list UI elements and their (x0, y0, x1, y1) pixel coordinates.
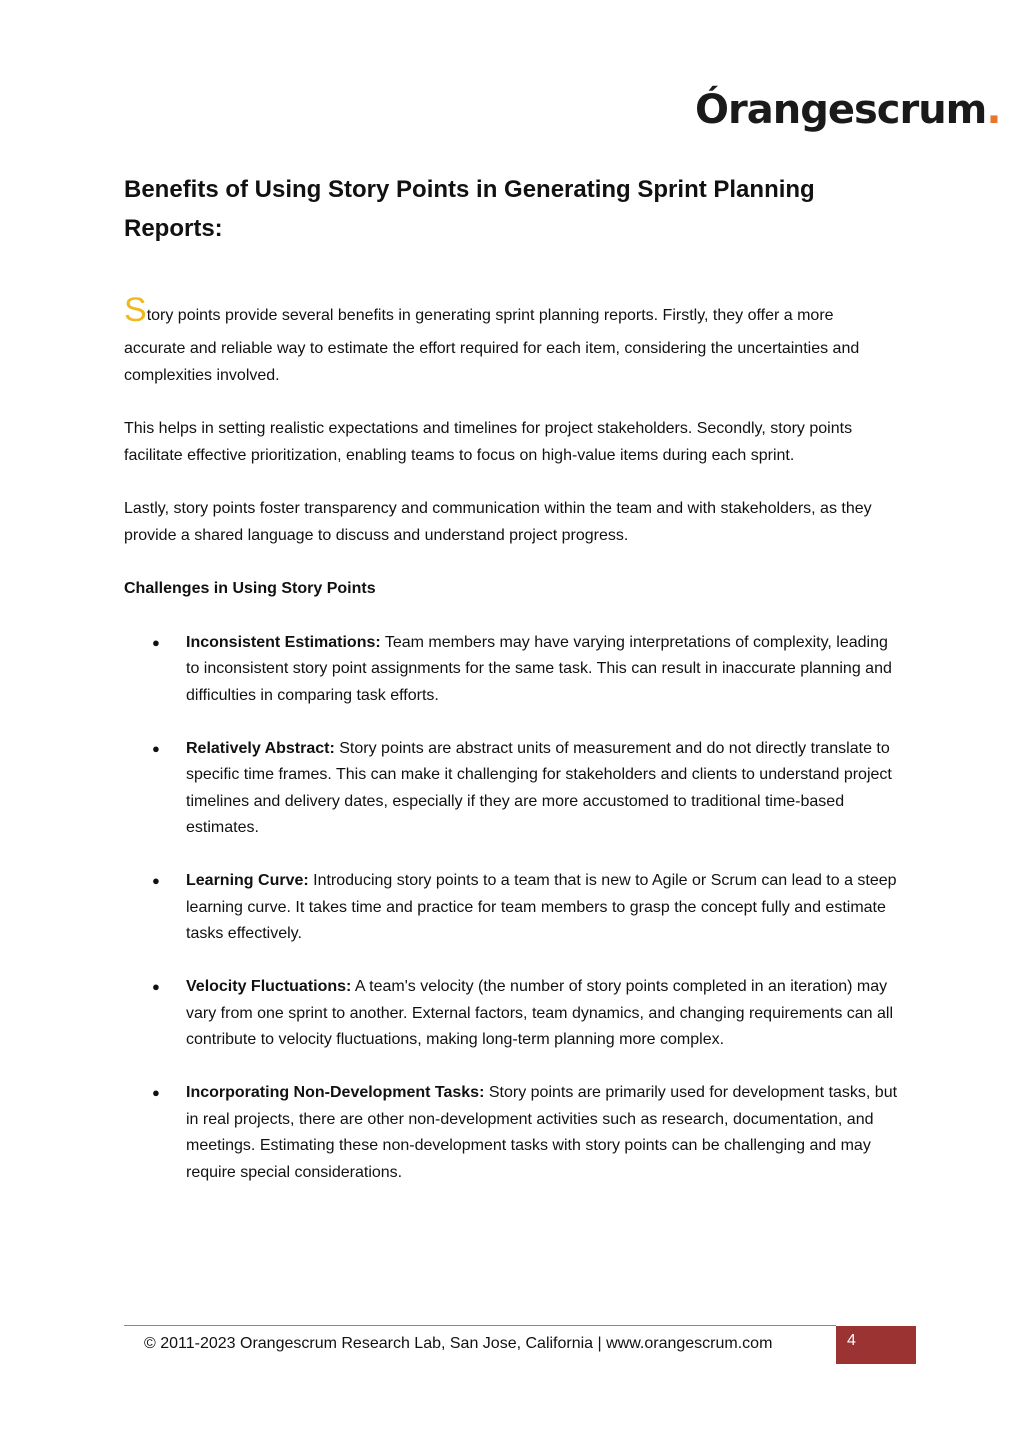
paragraph-prioritization: This helps in setting realistic expectations and timelines for project stakeholders. Secondly, story points facilitate effective prioritization, enabling teams to focus on high-value items during each sprint. (124, 420, 853, 464)
intro-first-line (124, 291, 900, 336)
challenge-text: Introducing story points to a team that is new to Agile or Scrum can lead to a steep learning curve. It takes time and practice for team members to grasp the concept fully and estimate tasks effectively. (186, 872, 897, 942)
challenges-list (124, 630, 900, 1187)
challenge-term: Inconsistent Estimations: (186, 633, 381, 651)
challenge-text: A team's velocity (the number of story points completed in an iteration) may vary from one sprint to another. External factors, team dynamics, and changing requirements can all contribute to velocity fluctuations, making long-term planning more complex. (186, 978, 894, 1048)
intro-paragraph (124, 291, 900, 389)
intro-first-line-text: tory points provide several benefits in generating sprint planning reports. Firstly, they offer a more (146, 307, 834, 324)
drop-cap: S (124, 291, 147, 329)
orangescrum-logo (695, 80, 1001, 140)
bullet-icon: ● (152, 634, 160, 650)
bullet-icon: ● (152, 740, 160, 756)
challenge-term: Velocity Fluctuations: (186, 978, 352, 995)
challenge-term: Learning Curve: (186, 872, 309, 889)
page-number: 4 (847, 1332, 856, 1349)
list-item (124, 736, 900, 842)
footer-divider (124, 1325, 836, 1326)
challenge-term: Incorporating Non-Development Tasks: (186, 1084, 485, 1101)
page-number-badge (836, 1326, 916, 1364)
page-content (124, 170, 900, 1213)
logo-text: Órangescrum (695, 87, 987, 133)
challenges-heading: Challenges in Using Story Points (124, 580, 376, 597)
page-title: Benefits of Using Story Points in Generating Sprint Planning Reports: (124, 176, 815, 242)
bullet-icon: ● (152, 979, 160, 994)
challenge-term: Relatively Abstract: (186, 739, 335, 757)
list-item (124, 630, 900, 710)
challenge-text: Team members may have varying interpretations of complexity, leading to inconsistent story point assignments for the same task. This can result in inaccurate planning and difficulties in comparing task efforts. (186, 633, 892, 704)
bullet-icon: ● (152, 873, 160, 888)
list-item (124, 868, 900, 948)
logo-dot: . (986, 87, 1001, 133)
list-item (124, 1080, 900, 1186)
footer-copyright: © 2011-2023 Orangescrum Research Lab, San Jose, California | www.orangescrum.com (144, 1335, 773, 1352)
challenge-text: Story points are primarily used for development tasks, but in real projects, there are other non-development activities such as research, documentation, and meetings. Estimating these non-development tasks with story points can be challenging and may require special considerations. (186, 1084, 898, 1181)
paragraph-transparency: Lastly, story points foster transparency and communication within the team and with stakeholders, as they provide a shared language to discuss and understand project progress. (124, 500, 872, 544)
list-item (124, 974, 900, 1054)
bullet-icon: ● (152, 1085, 160, 1100)
intro-continuation: accurate and reliable way to estimate the effort required for each item, considering the uncertainties and complexities involved. (124, 340, 860, 384)
challenge-text: Story points are abstract units of measurement and do not directly translate to specific time frames. This can make it challenging for stakeholders and clients to understand project timelines and delivery dates, especially if they are more accustomed to traditional time-based estimates. (186, 739, 892, 836)
